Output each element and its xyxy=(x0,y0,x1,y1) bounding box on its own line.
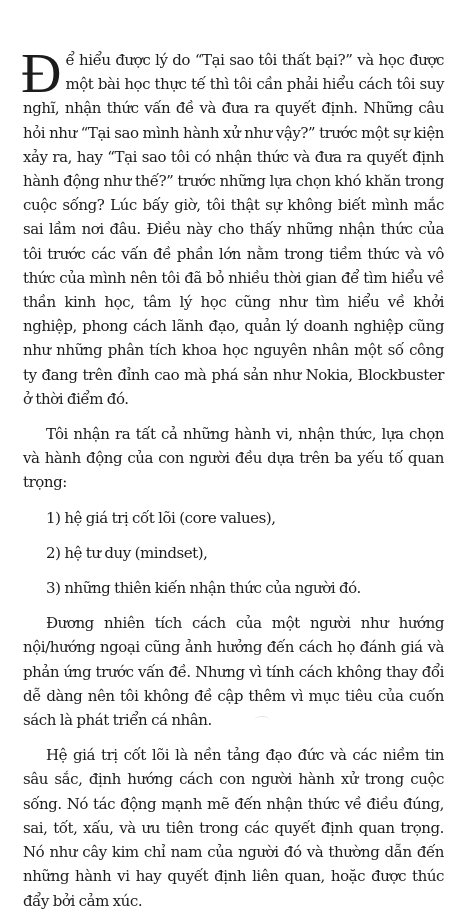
page-curl-mark xyxy=(255,716,269,723)
drop-cap: Đ xyxy=(21,43,62,105)
list-item-cognitive-bias: 3) những thiên kiến nhận thức của người đó. xyxy=(46,579,361,598)
list-item-mindset: 2) hệ tư duy (mindset), xyxy=(46,543,208,562)
paragraph-intro xyxy=(21,43,444,411)
list-item-core-values: 1) hệ giá trị cốt lõi (core values), xyxy=(46,508,276,527)
paragraph-intro-text: ể hiểu được lý do “Tại sao tôi thất bại?” và học được một bài học thực tế thì tôi cần phải hiểu cách tôi suy nghĩ, nhận thức vấn đề và đưa ra quyết định. Những câu hỏi như “Tại sao mình hành xử như vậy?” trước một sự kiện xảy ra, hay “Tại sao tôi có nhận thức và đưa ra quyết định hành động như thế?” trước những lựa chọn khó khăn trong cuộc sống? Lúc bấy giờ, tôi thật sự không biết mình mắc sai lầm nơi đâu. Điều này cho thấy những nhận thức của tôi trước các vấn đề phần lớn nằm trong tiềm thức và vô thức của mình nên tôi đã bỏ nhiều thời gian để tìm hiểu về thần kinh học, tâm lý học cũng như tìm hiểu về khởi nghiệp, phong cách lãnh đạo, quản lý doanh nghiệp cũng như những phân tích khoa học nguyên nhân một số công ty đang trên đỉnh cao mà phá sản như Nokia, Blockbuster ở thời điểm đó. xyxy=(23,51,444,408)
paragraph-core-values: Hệ giá trị cốt lõi là nền tảng đạo đức và các niềm tin sâu sắc, định hướng cách con người hành xử trong cuộc sống. Nó tác động mạnh mẽ đến nhận thức về điều đúng, sai, tốt, xấu, và ưu tiên trong các quyết định quan trọng. Nó như cây kim chỉ nam của người đó và thường dẫn đến những hành vi hay quyết định liên quan, hoặc được thúc đẩy bởi cảm xúc. xyxy=(23,746,444,910)
paragraph-personality: Đương nhiên tích cách của một người như hướng nội/hướng ngoại cũng ảnh hưởng đến cách họ đánh giá và phản ứng trước vấn đề. Nhưng vì tính cách không thay đổi dễ dàng nên tôi không đề cập thêm vì mục tiêu của cuốn sách là phát triển cá nhân. xyxy=(23,614,444,730)
paragraph-three-factors: Tôi nhận ra tất cả những hành vi, nhận thức, lựa chọn và hành động của con người đều dựa trên ba yếu tố quan trọng: xyxy=(23,425,444,492)
